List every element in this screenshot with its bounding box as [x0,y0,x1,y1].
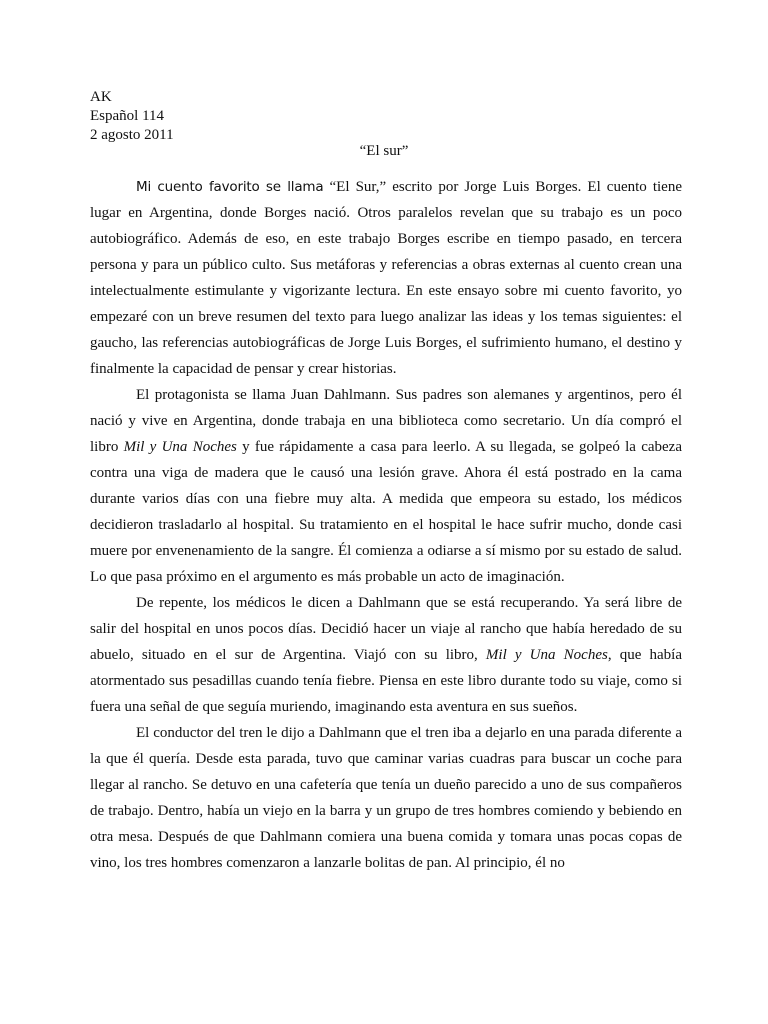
paragraph-1 [90,174,682,382]
paragraph-1-text: “El Sur,” escrito por Jorge Luis Borges. El cuento tiene lugar en Argentina, donde Borges nació. Otros paralelos revelan que su trabajo es un poco autobiográfico. Además de eso, en este trabajo Borges escribe en tiempo pasado, en tercera persona y para un público culto. Sus metáforas y referencias a obras externas al cuento crean una intelectualmente estimulante y vigorizante lectura. En este ensayo sobre mi cuento favorito, yo empezaré con un breve resumen del texto para luego analizar las ideas y los temas siguientes: el gaucho, las referencias autobiográficas de Jorge Luis Borges, el sufrimiento humano, el destino y finalmente la capacidad de pensar y crear historias. [90,179,682,377]
paragraph-1-opening: Mi cuento favorito se llama [136,179,324,195]
author-initials: AK [90,89,112,105]
paragraph-3-text-b: , que había atormentado sus pesadillas cuando tenía fiebre. Piensa en este libro durante todo su viaje, como si fuera una señal de que seguía muriendo, imaginando esta aventura en sus sueños. [90,647,682,715]
paragraph-4: El conductor del tren le dijo a Dahlmann que el tren iba a dejarlo en una parada diferente a la que él quería. Desde esta parada, tuvo que caminar varias cuadras para buscar un coche para llegar al rancho. Se detuvo en una cafetería que tenía un dueño parecido a uno de sus compañeros de trabajo. Dentro, había un viejo en la barra y un grupo de tres hombres comiendo y bebiendo en otra mesa. Después de que Dahlmann comiera una buena comida y tomara unas pocas copas de vino, los tres hombres comenzaron a lanzarle bolitas de pan. Al principio, él no [90,725,682,871]
paragraph-2-book-title: Mil y Una Noches [123,439,237,455]
paragraph-3 [90,590,682,720]
paragraph-2 [90,382,682,590]
paragraph-3-text-a: De repente, los médicos le dicen a Dahlmann que se está recuperando. Ya será libre de salir del hospital en unos pocos días. Decidió hacer un viaje al rancho que había heredado de su abuelo, situado en el sur de Argentina. Viajó con su libro, [90,595,682,663]
course-name: Español 114 [90,108,165,124]
paragraph-2-text-b: y fue rápidamente a casa para leerlo. A su llegada, se golpeó la cabeza contra una viga de madera que le causó una lesión grave. Ahora él está postrado en la cama durante varios días con una fiebre muy alta. A medida que empeora su estado, los médicos decidieron trasladarlo al hospital. Su tratamiento en el hospital le hace sufrir mucho, donde casi muere por envenenamiento de la sangre. Él comienza a odiarse a sí mismo por su estado de salud. Lo que pasa próximo en el argumento es más probable un acto de imaginación. [90,439,682,585]
document-date: 2 agosto 2011 [90,127,174,143]
paragraph-3-book-title: Mil y Una Noches [485,647,608,663]
essay-body [90,174,682,876]
essay-title: “El sur” [359,143,409,159]
document-header [90,88,174,145]
paragraph-2-text-a: El protagonista se llama Juan Dahlmann. Sus padres son alemanes y argentinos, pero él nació y vive en Argentina, donde trabaja en una biblioteca como secretario. Un día compró el libro [90,387,682,455]
